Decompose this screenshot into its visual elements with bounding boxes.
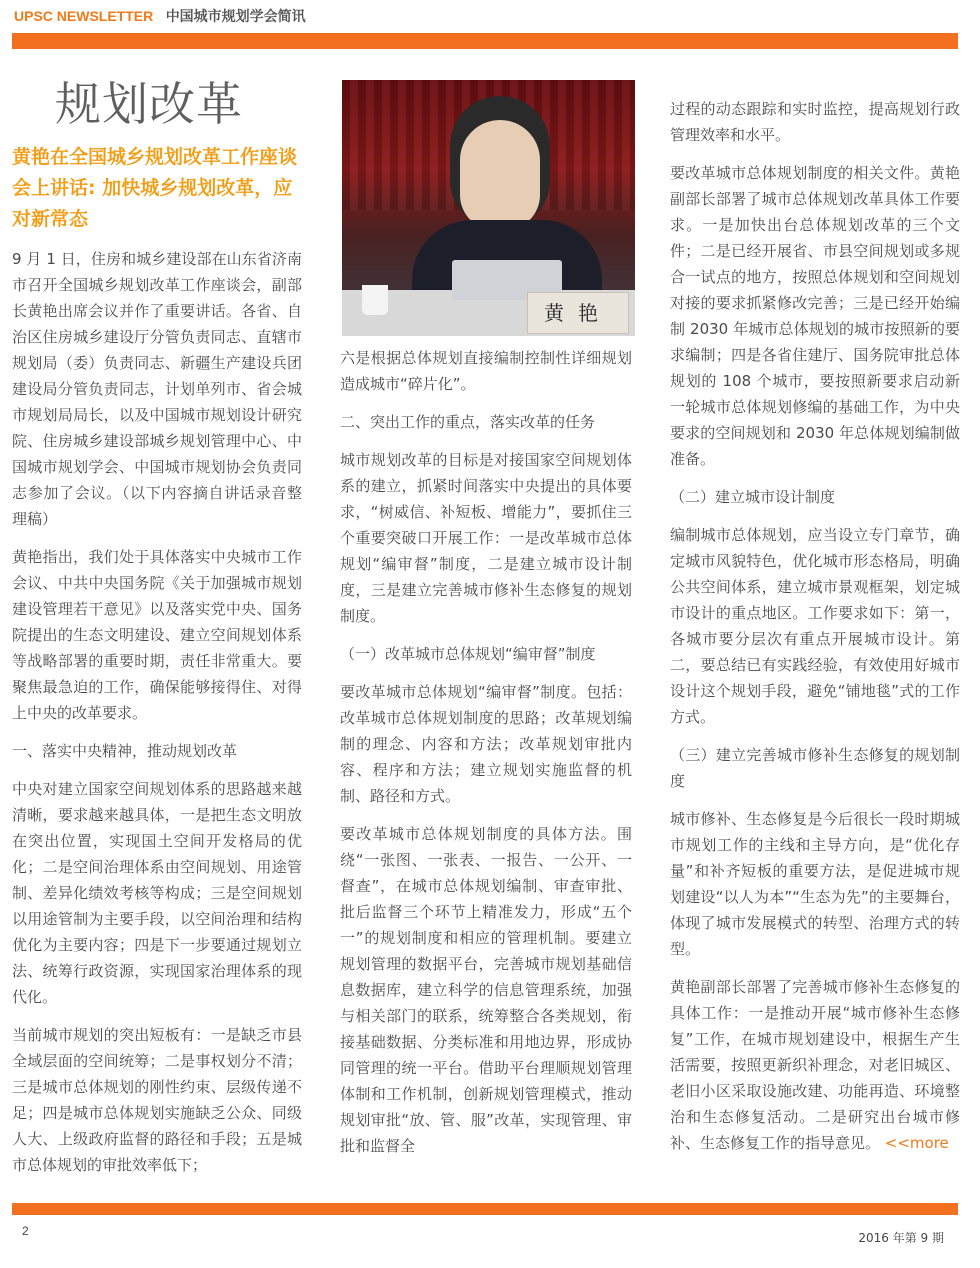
speaker-photo [342, 80, 635, 336]
subheading: （二）建立城市设计制度 [670, 488, 836, 506]
paragraph: 中央对建立国家空间规划体系的思路越来越清晰，要求越来越具体，一是把生态文明放在突出位置，实现国土空间开发格局的优化；二是空间治理体系由空间规划、用途管制、差异化绩效考核等构成；三是空间规划以用途管制为主要手段，以空间治理和结构优化为主要内容；四是下一步要通过规划立法、统筹行政资源，实现国家治理体系的现代化。 [12, 780, 302, 1006]
paragraph: 城市修补、生态修复是今后很长一段时期城市规划工作的主线和主导方向，是“优化存量”和补齐短板的重要方法，是促进城市规划建设“以人为本”“生态为先”的主要舞台，体现了城市发展模式的转型、治理方式的转型。 [670, 810, 960, 958]
subheading: （三）建立完善城市修补生态修复的规划制度 [670, 746, 960, 790]
paragraph: 城市规划改革的目标是对接国家空间规划体系的建立，抓紧时间落实中央提出的具体要求，“树威信、补短板、增能力”，要抓住三个重要突破口开展工作：一是改革城市总体规划“编审督”制度，二是建立城市设计制度，三是建立完善城市修补生态修复的规划制度。 [340, 451, 632, 625]
section-title: 规划改革 [55, 77, 243, 131]
column-2 [340, 345, 632, 1171]
article-headline: 黄艳在全国城乡规划改革工作座谈会上讲话: 加快城乡规划改革，应对新常态 [12, 146, 298, 230]
header-subtitle: 中国城市规划学会简讯 [165, 9, 306, 25]
subheading: （一）改革城市总体规划“编审督”制度 [340, 645, 596, 663]
subheading: 二、突出工作的重点，落实改革的任务 [340, 413, 596, 431]
newsletter-header [14, 6, 306, 26]
paragraph: 过程的动态跟踪和实时监控，提高规划行政管理效率和水平。 [670, 100, 960, 144]
bottom-orange-bar [12, 1203, 958, 1215]
paragraph-final [670, 974, 960, 1156]
paragraph: 黄艳指出，我们处于具体落实中央城市工作会议、中共中央国务院《关于加强城市规划建设管理若干意见》以及落实党中央、国务院提出的生态文明建设、建立空间规划体系等战略部署的重要时期，责任非常重大。要聚焦最急迫的工作，确保能够接得住、对得上中央的改革要求。 [12, 548, 302, 722]
more-link[interactable]: <<more [884, 1134, 949, 1152]
paragraph-final-text: 黄艳副部长部署了完善城市修补生态修复的具体工作：一是推动开展“城市修补生态修复”工作，在城市规划建设中，根据生产生活需要，按照更新织补理念，对老旧城区、老旧小区采取设施改建、功能再造、环境整治和生态修复活动。二是研究出台城市修补、生态修复工作的指导意见。 [670, 978, 960, 1152]
paragraph: 编制城市总体规划，应当设立专门章节，确定城市风貌特色，优化城市形态格局，明确公共空间体系，建立城市景观框架，划定城市设计的重点地区。工作要求如下：第一，各城市要分层次有重点开展城市设计。第二，要总结已有实践经验，有效使用好城市设计这个规划手段，避免“铺地毯”式的工作方式。 [670, 526, 960, 726]
paragraph: 六是根据总体规划直接编制控制性详细规划造成城市“碎片化”。 [340, 349, 632, 393]
paragraph: 要改革城市总体规划制度的相关文件。黄艳副部长部署了城市总体规划改革具体工作要求。一是加快出台总体规划改革的三个文件；二是已经开展省、市县空间规划或多规合一试点的地方，按照总体规划和空间规划对接的要求抓紧修改完善；三是已经开始编制 2030 年城市总体规划的城市按照新的要求编制；四是各省住建厅、国务院审批总体规划的 108 个城市，要按照新要求启动新一轮城市总体规划修编的基础工作，为中央要求的空间规划和 2030 年总体规划编制做准备。 [670, 164, 960, 468]
brand-name: UPSC NEWSLETTER [14, 8, 154, 24]
paragraph: 9 月 1 日，住房和城乡建设部在山东省济南市召开全国城乡规划改革工作座谈会，副部长黄艳出席会议并作了重要讲话。各省、自治区住房城乡建设厅分管负责同志、直辖市规划局（委）负责同志、新疆生产建设兵团建设局分管负责同志，计划单列市、省会城市规划局局长，以及中国城市规划设计研究院、住房城乡建设部城乡规划管理中心、中国城市规划学会、中国城市规划协会负责同志参加了会议。（以下内容摘自讲话录音整理稿） [12, 250, 302, 528]
speaker-head [460, 120, 540, 230]
subheading: 一、落实中央精神，推动规划改革 [12, 742, 238, 760]
page-number: 2 [22, 1224, 29, 1238]
nameplate: 黄艳 [527, 292, 629, 334]
column-1-text [12, 246, 302, 1190]
column-3 [670, 96, 960, 1168]
paragraph: 要改革城市总体规划“编审督”制度。包括：改革城市总体规划制度的思路；改革规划编制的理念、内容和方法；改革规划审批内容、程序和方法；建立规划实施监督的机制、路径和方式。 [340, 683, 632, 805]
tea-cup [362, 285, 388, 315]
paragraph: 当前城市规划的突出短板有：一是缺乏市县全域层面的空间统筹；二是事权划分不清；三是城市总体规划的刚性约束、层级传递不足；四是城市总体规划实施缺乏公众、同级人大、上级政府监督的路径和手段；五是城市总体规划的审批效率低下； [12, 1026, 302, 1174]
paragraph: 要改革城市总体规划制度的具体方法。围绕“一张图、一张表、一报告、一公开、一督查”，在城市总体规划编制、审查审批、批后监督三个环节上精准发力，形成“五个一”的规划制度和相应的管理机制。要建立规划管理的数据平台，完善城市规划基础信息数据库，建立科学的信息管理系统，加强与相关部门的联系，统筹整合各类规划，衔接基础数据、分类标准和用地边界，形成协同管理的统一平台。借助平台理顺规划管理体制和工作机制，创新规划管理模式，推动规划审批“放、管、服”改革，实现管理、审批和监督全 [340, 825, 632, 1155]
top-orange-bar [12, 33, 958, 49]
issue-label: 2016 年第 9 期 [858, 1231, 944, 1245]
